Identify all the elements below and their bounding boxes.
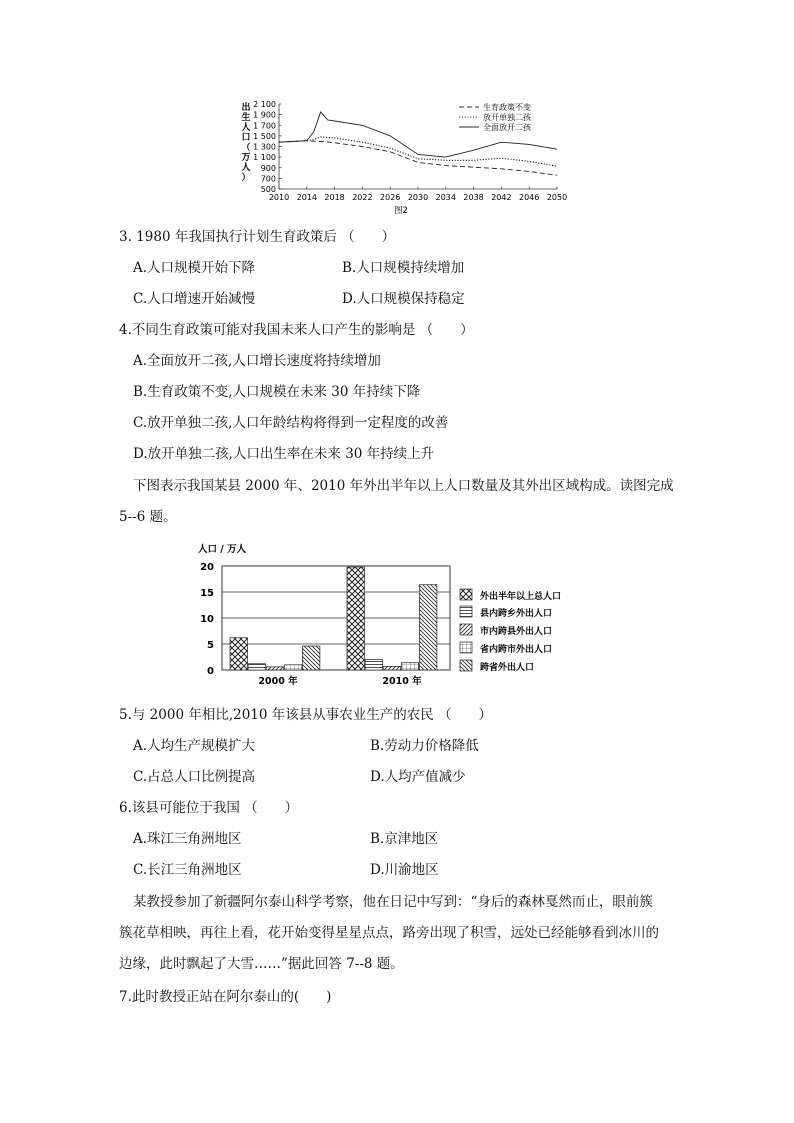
chart1-xtick-label: 2050	[546, 193, 568, 202]
legend-intra-county: 县内跨乡外出人口	[480, 609, 553, 619]
intro-5-6-line-1: 下图表示我国某县 2000 年、2010 年外出半年以上人口数量及其外出区域构成。读图完成	[133, 478, 674, 494]
chart2-category-2010: 2010 年	[382, 676, 422, 687]
chart1-xtick-label: 2030	[407, 193, 429, 202]
question-5-option-a: A.人均生产规模扩大	[133, 738, 256, 754]
intro-5-6-line-2: 5--6 题。	[119, 509, 177, 525]
chart1-xtick-label: 2010	[268, 193, 290, 202]
legend-single-second-child: 放开单独二孩	[483, 113, 531, 122]
chart1-ytick-label: 1 100	[253, 153, 276, 163]
bar-total-outflow	[230, 638, 248, 670]
question-5-option-c: C.占总人口比例提高	[133, 769, 256, 785]
question-4-stem: 4.不同生育政策可能对我国未来人口产生的影响是 （ ）	[119, 322, 474, 338]
bar-inter-province	[302, 646, 320, 670]
question-5-stem: 5.与 2000 年相比,2010 年该县从事农业生产的农民 （ ）	[119, 707, 493, 723]
bar-intra-city	[266, 667, 284, 670]
bar-intra-county	[365, 660, 383, 670]
question-5-option-b: B.劳动力价格降低	[370, 738, 479, 754]
chart1-xtick-label: 2026	[380, 193, 401, 202]
chart2-ytick-label: 5	[207, 640, 214, 651]
chart1-xtick-label: 2046	[519, 193, 540, 202]
question-3-stem: 3. 1980 年我国执行计划生育政策后 （ ）	[119, 229, 396, 245]
legend-intra-city: 市内跨县外出人口	[480, 627, 553, 637]
bar-intra-province	[284, 665, 302, 670]
bar-intra-city	[383, 666, 401, 670]
question-5-option-d: D.人均产值减少	[370, 769, 466, 785]
chart1-ytick-label: 1 900	[253, 110, 276, 120]
chart1-legend	[459, 102, 532, 132]
legend-policy-unchanged: 生育政策不变	[483, 103, 531, 112]
bar-total-outflow	[347, 567, 365, 670]
question-6-stem: 6.该县可能位于我国 （ ）	[119, 800, 299, 816]
question-3-option-b: B.人口规模持续增加	[342, 260, 465, 276]
question-6-option-b: B.京津地区	[370, 831, 439, 847]
legend-inter-province: 跨省外出人口	[480, 663, 535, 673]
intro-7-8-line-1: 某教授参加了新疆阿尔泰山科学考察，他在日记中写到：“身后的森林戛然而止，眼前簇	[133, 894, 653, 910]
question-6-option-c: C.长江三角洲地区	[133, 862, 242, 878]
chart1-ytick-label: 900	[260, 163, 276, 173]
legend-total-outflow: 外出半年以上总人口	[480, 592, 562, 602]
chart2-ytick-label: 0	[207, 666, 214, 677]
intro-7-8-line-2: 簇花草相映，再往上看，花开始变得星星点点，路旁出现了积雪，远处已经能够看到冰川的	[119, 925, 659, 941]
chart1-ytick-label: 2 100	[253, 100, 276, 109]
chart1-xtick-label: 2038	[463, 193, 484, 202]
question-7-stem: 7.此时教授正站在阿尔泰山的( )	[119, 989, 332, 1005]
chart2-legend	[460, 589, 561, 673]
chart2-ytick-label: 15	[200, 588, 214, 599]
chart2-ytick-label: 10	[200, 614, 214, 625]
chart1-ytick-label: 1 300	[253, 142, 276, 152]
birth-population-chart	[235, 96, 568, 220]
chart1-ytick-label: 700	[260, 174, 276, 184]
chart1-caption: 图2	[394, 206, 408, 216]
bar-intra-county	[248, 664, 266, 670]
question-4-option-d: D.放开单独二孩,人口出生率在未来 30 年持续上升	[133, 446, 435, 462]
bar-inter-province	[419, 585, 437, 670]
question-4-option-c: C.放开单独二孩,人口年龄结构将得到一定程度的改善	[133, 415, 449, 431]
chart1-xtick-label: 2014	[296, 193, 317, 202]
chart1-ytick-label: 1 500	[253, 131, 276, 141]
chart2-category-2000: 2000 年	[258, 676, 298, 687]
intro-7-8-line-3: 边缘，此时飘起了大雪……”据此回答 7--8 题。	[119, 956, 404, 972]
question-6-option-a: A.珠江三角洲地区	[133, 831, 242, 847]
svg-text:出生人口（万人）: 出生人口（万人）	[241, 103, 251, 183]
question-3-option-c: C.人口增速开始减慢	[133, 291, 256, 307]
chart1-ytick-label: 1 700	[253, 121, 276, 131]
question-3-option-a: A.人口规模开始下降	[133, 260, 256, 276]
chart2-ylabel: 人口 / 万人	[198, 544, 247, 555]
legend-universal-second-child: 全面放开二孩	[483, 123, 531, 132]
chart1-xtick-label: 2018	[324, 193, 345, 202]
chart2-ytick-label: 20	[200, 562, 214, 573]
legend-intra-province: 省内跨市外出人口	[480, 645, 553, 655]
chart1-xtick-label: 2042	[491, 193, 512, 202]
question-6-option-d: D.川渝地区	[370, 862, 439, 878]
chart1-xtick-label: 2034	[435, 193, 456, 202]
question-4-option-a: A.全面放开二孩,人口增长速度将持续增加	[133, 353, 381, 369]
series-policy-unchanged	[279, 141, 557, 176]
question-4-option-b: B.生育政策不变,人口规模在未来 30 年持续下降	[133, 384, 421, 400]
outflow-population-chart	[190, 540, 610, 690]
bar-intra-province	[401, 663, 419, 670]
chart1-xtick-label: 2022	[352, 193, 373, 202]
question-3-option-d: D.人口规模保持稳定	[342, 291, 465, 307]
chart1-ylabel	[241, 101, 250, 183]
chart1-ytick-label: 500	[260, 185, 276, 194]
